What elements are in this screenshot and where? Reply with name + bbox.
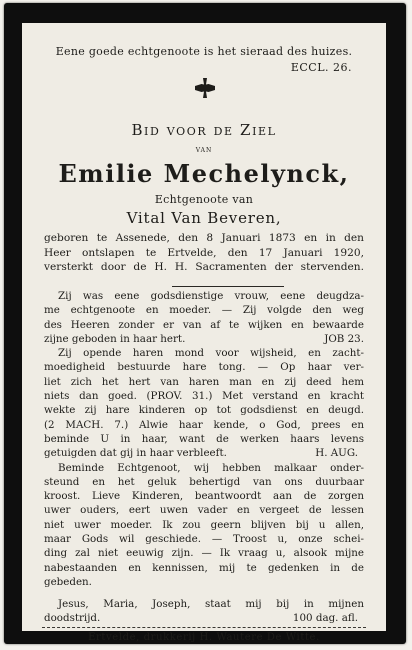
motto-text: Eene goede echtgenoote is het sieraad des huizes. xyxy=(55,45,353,58)
text-line: liet zich het hert van haren man en zij deed hem xyxy=(44,375,364,388)
indulgence-note: 100 dag. afl. xyxy=(292,612,358,625)
text-line: des Heeren zonder er van af te wijken en bewaarde xyxy=(44,318,364,331)
text-line: Zij opende haren mond voor wijsheid, en zacht- xyxy=(58,347,364,360)
text-line: kroost. Lieve Kinderen, beantwoordt aan de zorgen xyxy=(44,490,364,503)
scripture-reference: H. AUG. xyxy=(315,447,358,460)
footer-divider xyxy=(42,627,366,628)
text-line: maar Gods wil geschiede. — Troost u, onze schei- xyxy=(44,533,364,546)
biography-line: geboren te Assenede, den 8 Januari 1873 en in den xyxy=(44,232,364,244)
prayer-line: Jesus, Maria, Joseph, staat mij bij in mijnen xyxy=(58,598,364,610)
prayer-heading: Bid voor de Ziel xyxy=(131,121,277,139)
text-line: gebeden. xyxy=(44,575,92,588)
spouse-label: Echtgenoote van xyxy=(154,193,254,206)
cross-pattee-icon xyxy=(195,78,215,98)
text-line: me echtgenoote en moeder. — Zij volgde den weg xyxy=(44,304,364,317)
text-line: Zij was eene godsdienstige vrouw, eene deugdza- xyxy=(58,290,364,302)
paragraph-2 xyxy=(44,346,364,460)
text-line: niets dan goed. (PROV. 31.) Met verstand en kracht xyxy=(44,390,364,403)
motto-reference: ECCL. 26. xyxy=(290,61,352,74)
closing-prayer xyxy=(44,597,364,626)
text-line: getuigden dat gij in haar verbleeft. xyxy=(44,447,227,460)
text-line: Beminde Echtgenoot, wij hebben malkaar onder- xyxy=(58,461,364,474)
text-line: beminde U in haar, want de werken haars levens xyxy=(44,432,364,445)
memorial-card xyxy=(22,23,386,643)
text-line: nabestaanden en kennissen, mij te gedenken in de xyxy=(44,561,364,574)
biography-line: versterkt door de H. H. Sacramenten der stervenden. xyxy=(44,261,364,273)
paragraph-3 xyxy=(44,461,364,590)
scripture-reference: JOB 23. xyxy=(324,332,364,345)
printer-imprint: Ertvelde, drukkerij H. Wautere De Witte. xyxy=(88,632,320,643)
text-line: moedigheid bestuurde hare tong. — Op haar ver- xyxy=(44,361,364,374)
divider xyxy=(172,286,284,287)
text-line: niet uwer moeder. Ik zou geern blijven bij u allen, xyxy=(44,518,364,531)
text-line: zijne geboden in haar hert. xyxy=(44,332,186,345)
biography-line: Heer ontslapen te Ertvelde, den 17 Januari 1920, xyxy=(44,246,364,259)
mourning-card-border xyxy=(4,3,406,644)
text-line: wekte zij hare kinderen op tot godsdienst en deugd. xyxy=(44,404,364,417)
spouse-name: Vital Van Beveren, xyxy=(126,209,282,227)
text-line: ding zal niet eeuwig zijn. — Ik vraag u, alsook mijne xyxy=(44,547,364,560)
text-line: (2 MACH. 7.) Alwie haar kende, o God, prees en xyxy=(44,418,364,431)
prayer-line: doodstrijd. xyxy=(44,612,101,625)
of-label: van xyxy=(195,145,213,155)
text-line: steund en het geluk behertigd van ons duurbaar xyxy=(44,475,364,488)
memorial-text xyxy=(44,289,364,589)
text-line: uwer ouders, eert uwen vader en vergeet de lessen xyxy=(44,504,364,517)
biography xyxy=(44,231,364,275)
deceased-name: Emilie Mechelynck, xyxy=(58,159,350,188)
